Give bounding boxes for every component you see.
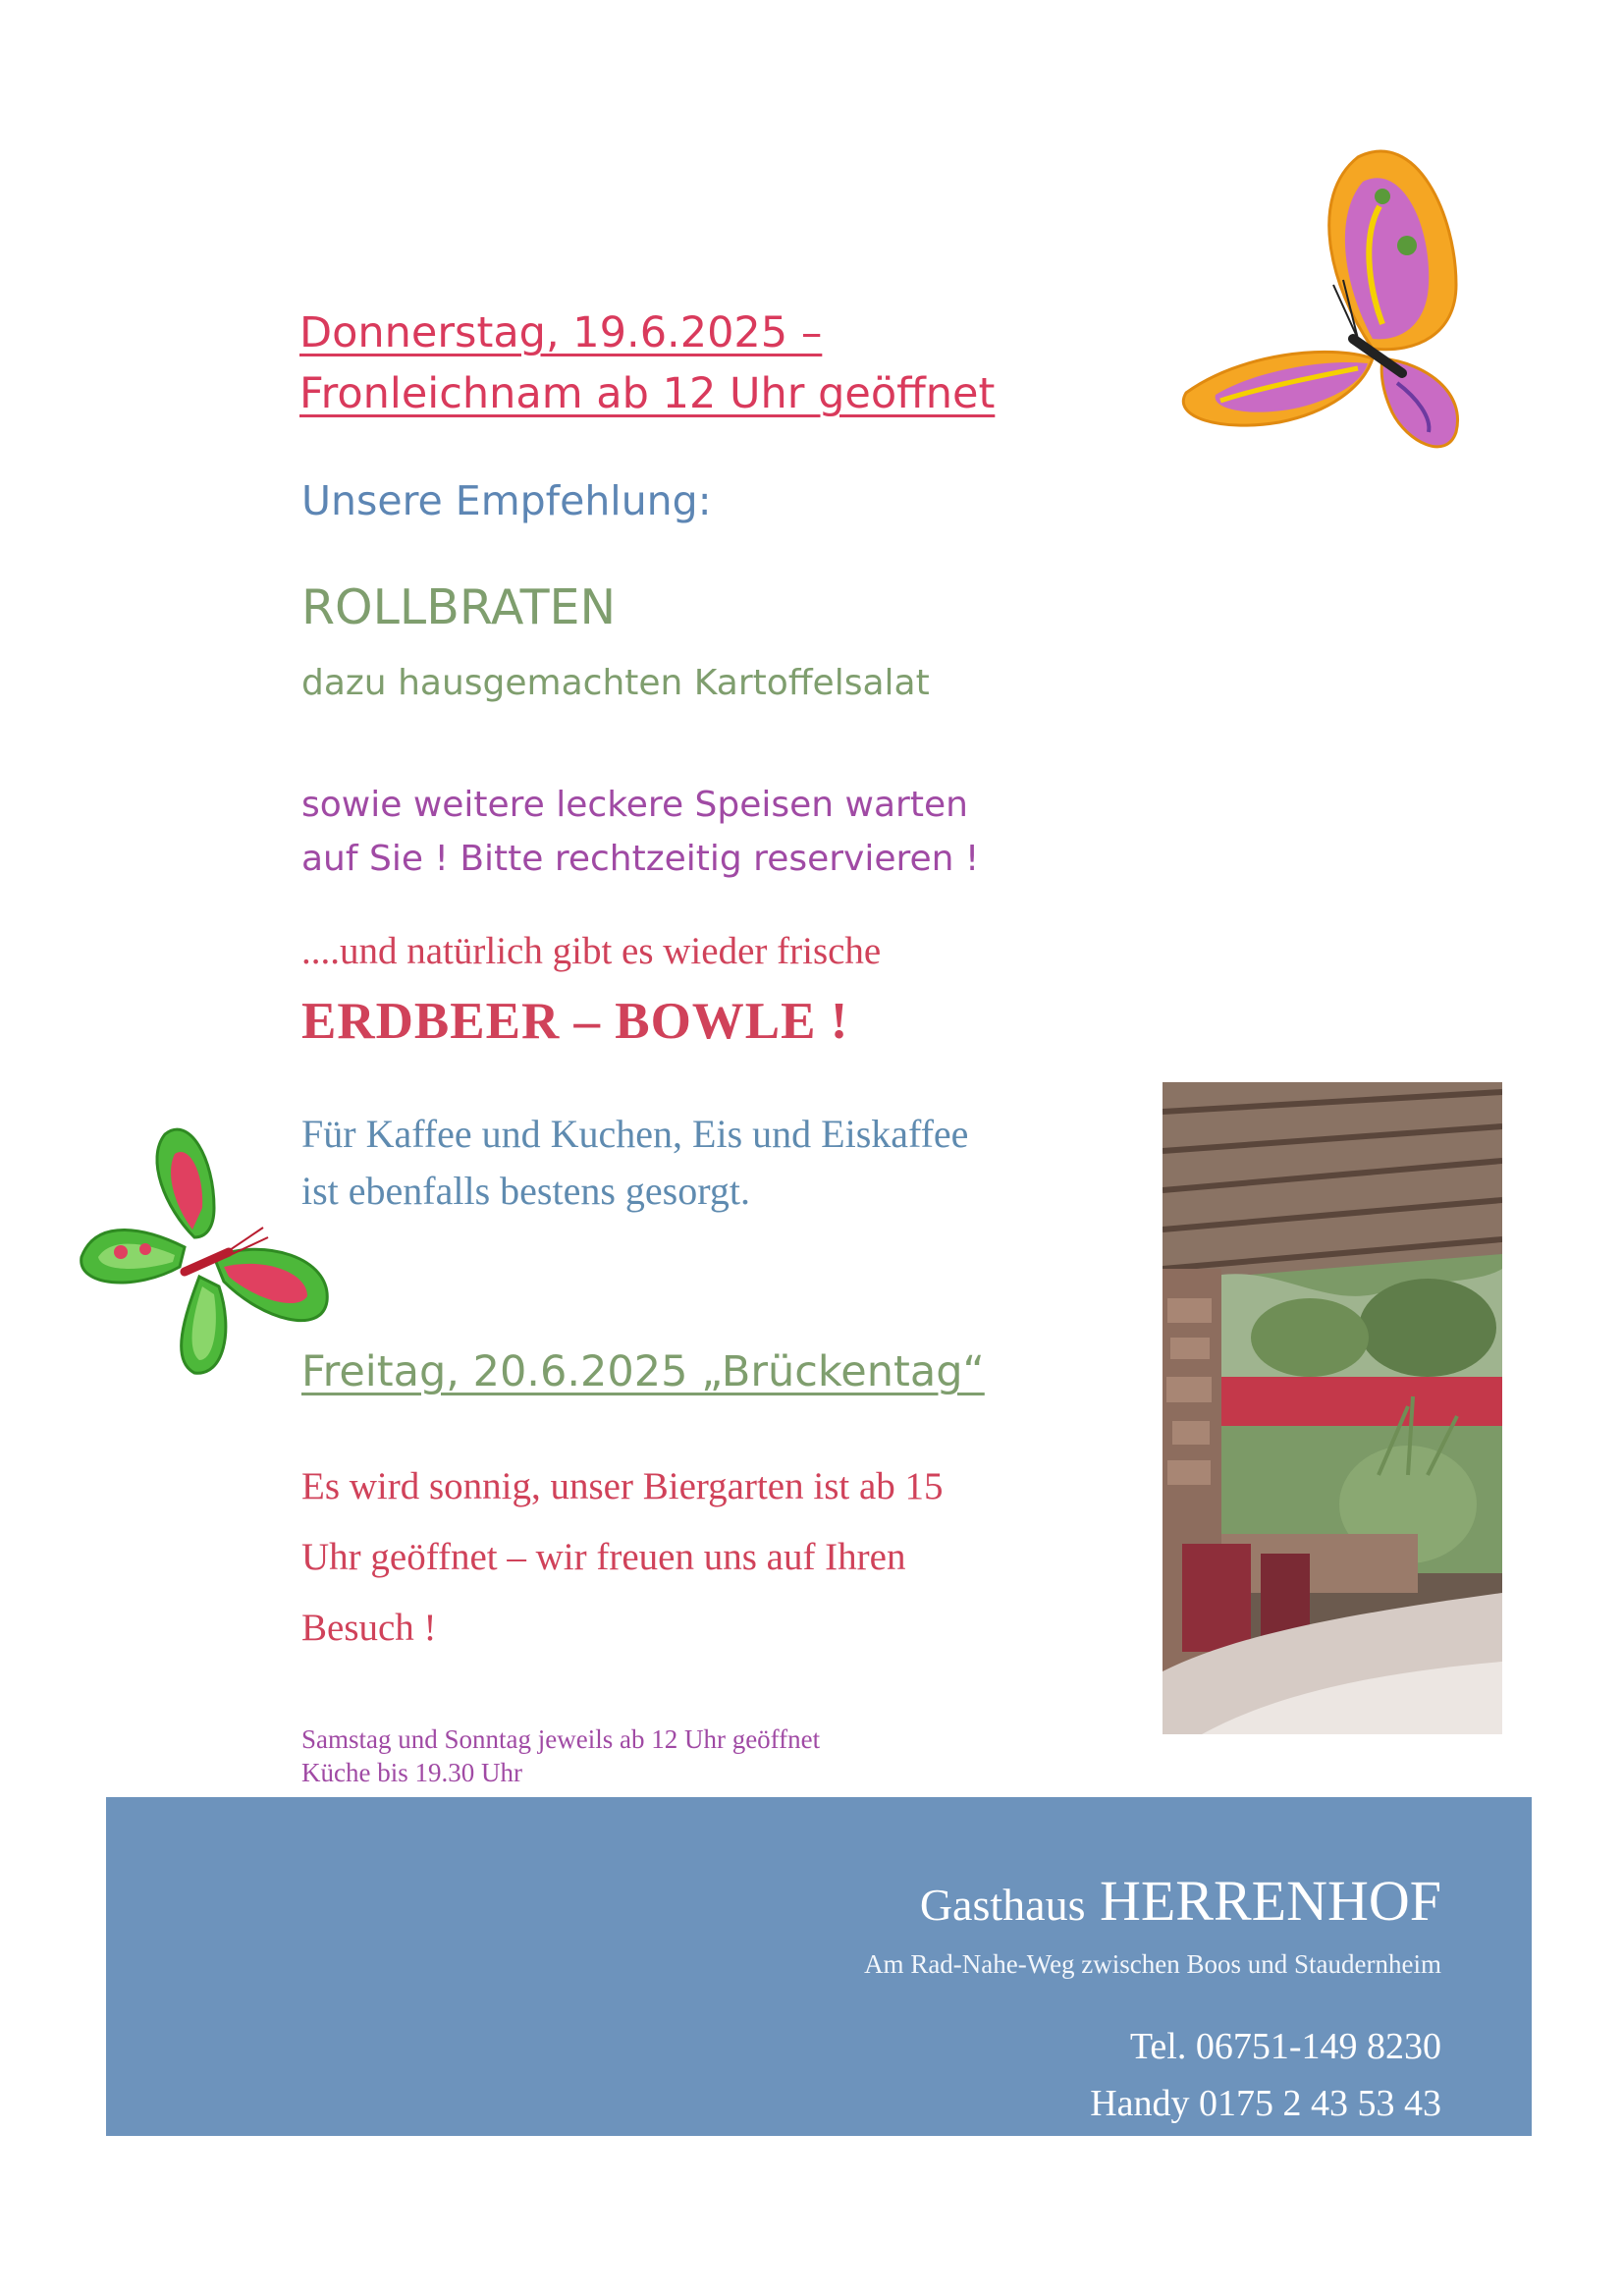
beer-garden-line-3: Besuch !: [301, 1607, 437, 1649]
more-food-line-1: sowie weitere leckere Speisen warten: [301, 785, 968, 825]
coffee-line-2: ist ebenfalls bestens gesorgt.: [301, 1169, 750, 1213]
recommendation-label: Unsere Empfehlung:: [301, 477, 712, 524]
inn-name: [920, 1868, 1441, 1934]
coffee-line-1: Für Kaffee und Kuchen, Eis und Eiskaffee: [301, 1112, 969, 1156]
inn-telephone: Tel. 06751-149 8230: [1129, 2026, 1441, 2067]
butterfly-green-icon: [77, 1120, 342, 1377]
coffee-text: [301, 1106, 968, 1220]
beer-garden-line-2: Uhr geöffnet – wir freuen uns auf Ihren: [301, 1536, 906, 1578]
beer-garden-line-1: Es wird sonnig, unser Biergarten ist ab 15: [301, 1465, 944, 1507]
weekend-line-2: Küche bis 19.30 Uhr: [301, 1758, 522, 1787]
beer-garden-text: [301, 1451, 944, 1664]
bowle-intro: ....und natürlich gibt es wieder frische: [301, 930, 882, 972]
more-food-line-2: auf Sie ! Bitte rechtzeitig reservieren !: [301, 839, 980, 879]
dish-side: dazu hausgemachten Kartoffelsalat: [301, 663, 930, 703]
butterfly-orange-icon: [1162, 137, 1495, 462]
heading-bridge-day: Freitag, 20.6.2025 „Brückentag“: [301, 1347, 985, 1396]
bowle-title: ERDBEER – BOWLE !: [301, 993, 849, 1050]
inn-mobile: Handy 0175 2 43 53 43: [1090, 2083, 1441, 2124]
dish-name: ROLLBRATEN: [301, 579, 617, 635]
heading-line-1: Donnerstag, 19.6.2025 –: [299, 308, 823, 357]
heading-corpus-christi: [299, 302, 995, 424]
inn-name-main: HERRENHOF: [1099, 1869, 1441, 1933]
inn-location: Am Rad-Nahe-Weg zwischen Boos und Staudernheim: [864, 1949, 1441, 1979]
more-food-text: [301, 778, 979, 886]
weekend-hours: [301, 1722, 820, 1789]
beer-garden-photo: [1163, 1082, 1502, 1734]
footer-band: [106, 1797, 1532, 2136]
inn-name-prefix: Gasthaus: [919, 1880, 1086, 1930]
weekend-line-1: Samstag und Sonntag jeweils ab 12 Uhr geöffnet: [301, 1724, 821, 1754]
heading-line-2: Fronleichnam ab 12 Uhr geöffnet: [299, 369, 996, 418]
